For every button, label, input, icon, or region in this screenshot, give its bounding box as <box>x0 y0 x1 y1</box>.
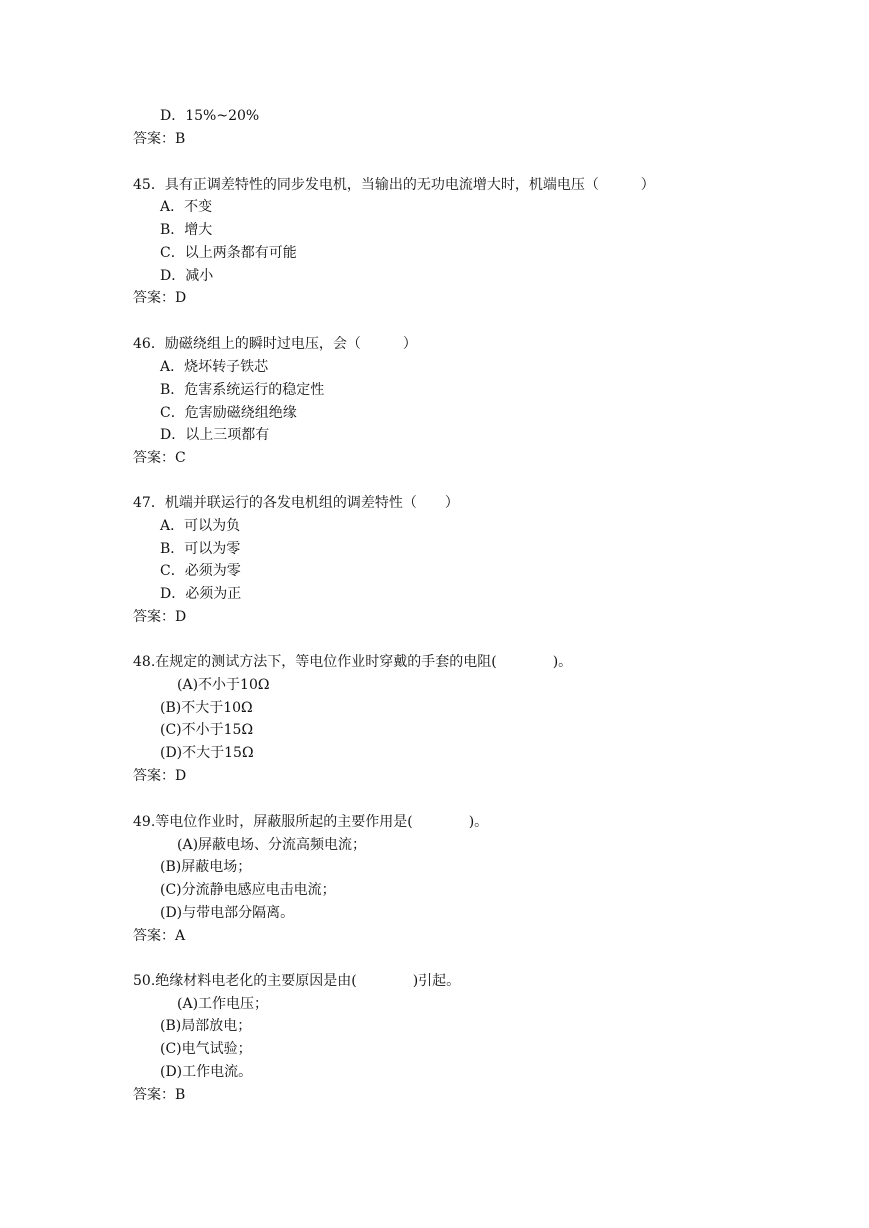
option-c: (C)不小于15Ω <box>160 722 254 738</box>
option-b: B．危害系统运行的稳定性 <box>160 382 325 398</box>
option-c: C．必须为零 <box>160 563 241 579</box>
option-c: C．以上两条都有可能 <box>160 245 297 261</box>
option-d: (D)不大于15Ω <box>160 745 254 761</box>
option-d: (D)与带电部分隔离。 <box>160 905 295 921</box>
answer: 答案：D <box>133 768 187 784</box>
option-d: D．必须为正 <box>160 586 242 602</box>
answer: 答案：B <box>133 1087 186 1103</box>
option-b: B．增大 <box>160 222 213 238</box>
option-d: D．以上三项都有 <box>160 427 270 443</box>
answer: 答案：D <box>133 609 187 625</box>
option-a: A．不变 <box>160 199 213 215</box>
option-c: (C)分流静电感应电击电流； <box>160 882 336 898</box>
option-d: (D)工作电流。 <box>160 1064 253 1080</box>
question-46: 46．励磁绕组上的瞬时过电压，会（ ） <box>133 336 417 352</box>
answer: 答案：D <box>133 290 187 306</box>
option-b: (B)屏蔽电场； <box>160 859 252 875</box>
question-49: 49.等电位作业时，屏蔽服所起的主要作用是( )。 <box>133 814 489 830</box>
option-a: (A)工作电压； <box>177 996 269 1012</box>
option-b: B．可以为零 <box>160 541 241 557</box>
question-50: 50.绝缘材料电老化的主要原因是由( )引起。 <box>133 973 461 989</box>
option-a: A．可以为负 <box>160 518 241 534</box>
option-a: A．烧坏转子铁芯 <box>160 359 269 375</box>
option-b: (B)不大于10Ω <box>160 700 253 716</box>
answer: 答案：C <box>133 450 186 466</box>
option-a: (A)屏蔽电场、分流高频电流； <box>177 837 367 853</box>
answer: 答案：A <box>133 928 186 944</box>
answer: 答案：B <box>133 131 186 147</box>
question-47: 47．机端并联运行的各发电机组的调差特性（ ） <box>133 495 459 511</box>
question-48: 48.在规定的测试方法下，等电位作业时穿戴的手套的电阻( )。 <box>133 654 573 670</box>
question-45: 45．具有正调差特性的同步发电机，当输出的无功电流增大时，机端电压（ ） <box>133 177 655 193</box>
option-a: (A)不小于10Ω <box>177 677 270 693</box>
option-d: D．15%~20% <box>160 108 260 124</box>
option-c: (C)电气试验； <box>160 1041 252 1057</box>
option-d: D．减小 <box>160 268 214 284</box>
option-c: C．危害励磁绕组绝缘 <box>160 405 297 421</box>
option-b: (B)局部放电； <box>160 1018 252 1034</box>
